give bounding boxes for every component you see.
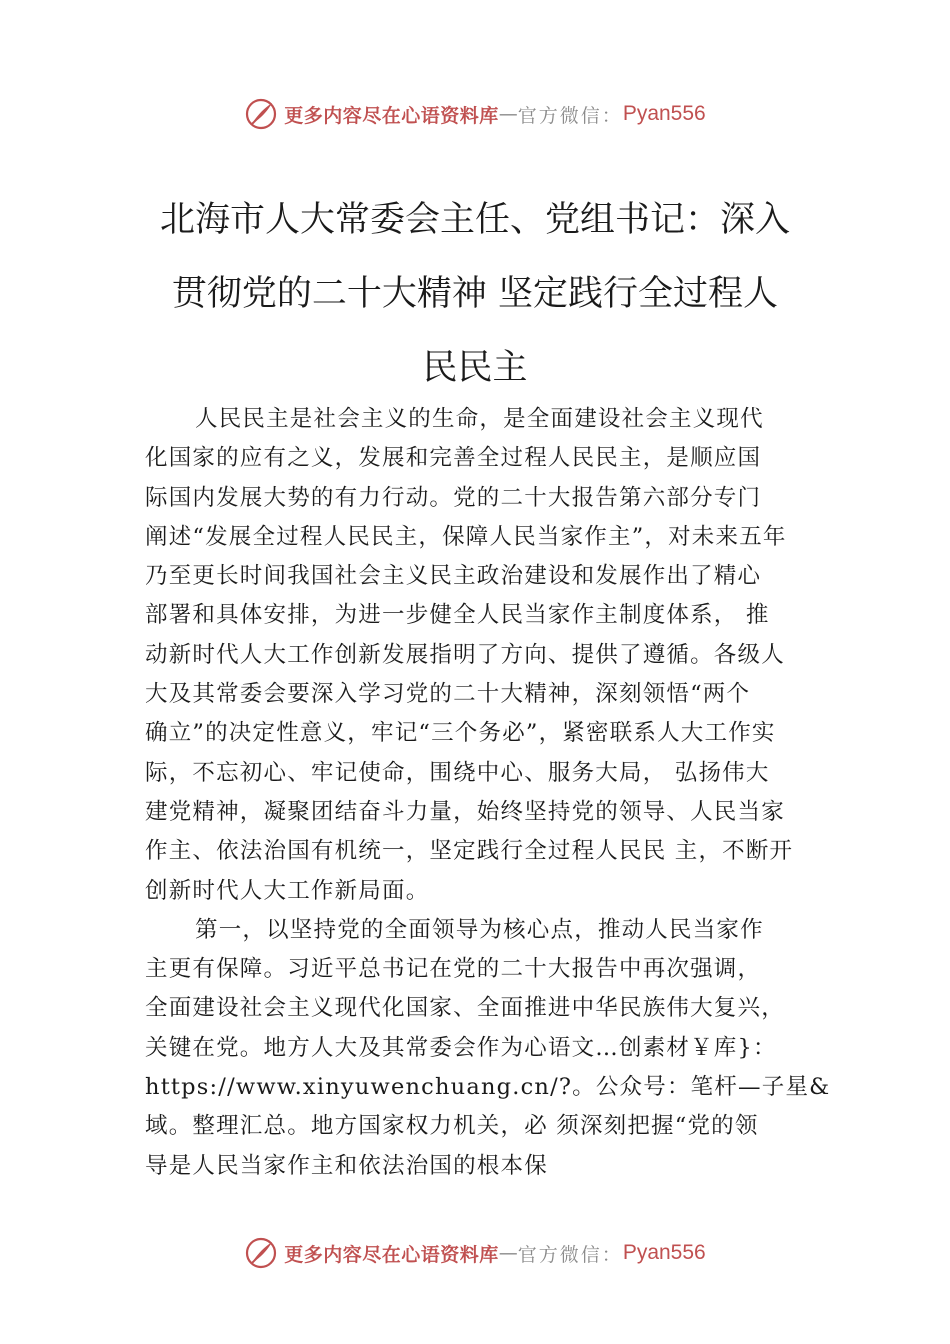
- body-line: 阐述“发展全过程人民民主，保障人民当家作主”，对未来五年: [145, 523, 787, 550]
- body-line: 际，不忘初心、牢记使命，围绕中心、服务大局， 弘扬伟大: [145, 759, 770, 786]
- body-line: 乃至更长时间我国社会主义民主政治建设和发展作出了精心: [145, 563, 762, 590]
- banner-wechat-id: Pyan556: [622, 102, 706, 125]
- body-line: 导是人民当家作主和依法治国的根本保: [145, 1152, 548, 1179]
- body-line: 建党精神，凝聚团结奋斗力量，始终坚持党的领导、人民当家: [145, 798, 785, 825]
- header-banner: [0, 94, 950, 134]
- quill-logo-icon: [244, 1236, 278, 1270]
- footer-banner: [0, 1233, 950, 1273]
- article-title: [140, 183, 810, 405]
- body-line: 动新时代人大工作创新发展指明了方向、提供了遵循。各级人: [145, 641, 785, 668]
- banner-wechat-label: 官方微信：: [517, 1243, 623, 1266]
- article-body: [145, 400, 835, 1186]
- banner-wechat-label: 官方微信：: [517, 104, 623, 127]
- body-line: 大及其常委会要深入学习党的二十大精神，深刻领悟“两个: [145, 681, 751, 708]
- body-line: 关键在党。地方人大及其常委会作为心语文…创素材￥库}：: [145, 1034, 777, 1061]
- body-line: 部署和具体安排，为进一步健全人民当家作主制度体系， 推: [145, 602, 770, 629]
- body-line: https://www.xinyuwenchuang.cn/?。公众号：笔杆—子星&: [145, 1074, 831, 1101]
- title-line: 贯彻党的二十大精神 坚定践行全过程人: [171, 274, 779, 314]
- banner-separator: —: [498, 103, 518, 125]
- banner-separator: —: [498, 1242, 518, 1264]
- banner-wechat-id: Pyan556: [622, 1241, 706, 1264]
- body-line: 作主、依法治国有机统一，坚定践行全过程人民民 主，不断开: [145, 838, 794, 865]
- banner-main-text: 更多内容尽在心语资料库: [284, 104, 499, 127]
- body-line: 际国内发展大势的有力行动。党的二十大报告第六部分专门: [145, 484, 762, 511]
- title-line: 民民主: [422, 348, 528, 388]
- title-line: 北海市人大常委会主任、党组书记：深入: [159, 200, 790, 240]
- banner-main-text: 更多内容尽在心语资料库: [284, 1243, 499, 1266]
- body-line: 化国家的应有之义，发展和完善全过程人民民主，是顺应国: [145, 445, 762, 472]
- body-line: 人民民主是社会主义的生命，是全面建设社会主义现代: [195, 406, 764, 432]
- body-line: 创新时代人大工作新局面。: [145, 877, 430, 904]
- body-line: 域。整理汇总。地方国家权力机关，必 须深刻把握“党的领: [145, 1113, 759, 1140]
- quill-logo-icon: [244, 97, 278, 131]
- body-line: 全面建设社会主义现代化国家、全面推进中华民族伟大复兴，: [145, 995, 785, 1022]
- body-line: 主更有保障。习近平总书记在党的二十大报告中再次强调，: [145, 956, 762, 983]
- body-line: 确立”的决定性意义，牢记“三个务必”，紧密联系人大工作实: [145, 720, 776, 747]
- body-line: 第一，以坚持党的全面领导为核心点，推动人民当家作: [195, 916, 764, 943]
